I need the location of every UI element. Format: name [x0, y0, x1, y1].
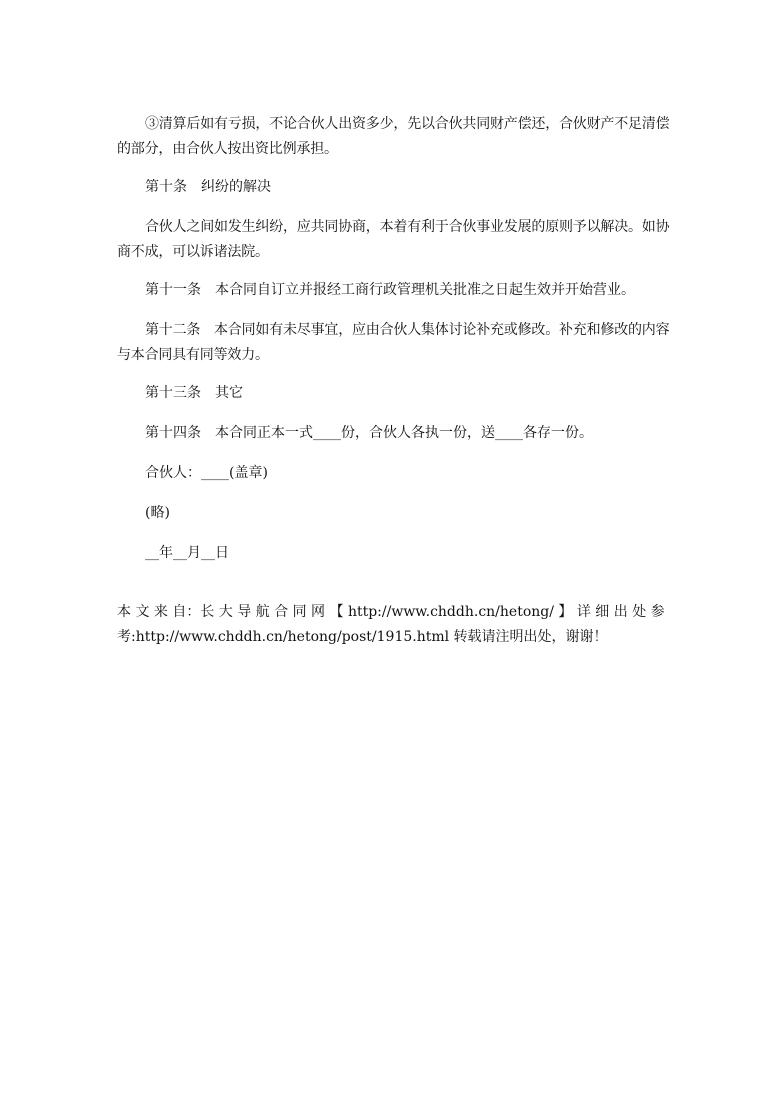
paragraph-liquidation-loss: [117, 112, 670, 162]
article-11-paragraph: [117, 278, 657, 303]
partners-seal-line: [117, 461, 657, 486]
paragraph-text-line: 第十四条 本合同正本一式____份，合伙人各执一份，送____各存一份。: [145, 425, 593, 441]
paragraph-text-line: (略): [145, 505, 170, 521]
source-footer-line-2: 考:http://www.chddh.cn/hetong/post/1915.html 转载请注明出处，谢谢！: [117, 629, 608, 645]
paragraph-text-line: 的部分，由合伙人按出资比例承担。: [117, 141, 338, 157]
omitted-note: [117, 501, 657, 526]
heading-text: 第十三条 其它: [145, 385, 243, 401]
paragraph-text-line: 合伙人：____(盖章): [145, 465, 268, 481]
article-10-heading: [117, 175, 657, 200]
source-footer-line-1: 本 文 来 自：长 大 导 航 合 同 网 【 http://www.chddh.cn/hetong/ 】 详 细 出 处 参: [117, 604, 665, 620]
paragraph-text-line: ③清算后如有亏损，不论合伙人出资多少，先以合伙共同财产偿还，合伙财产不足清偿: [145, 116, 670, 132]
paragraph-text-line: 与本合同具有同等效力。: [117, 347, 269, 363]
paragraph-text-line: 第十二条 本合同如有未尽事宜，应由合伙人集体讨论补充或修改。补充和修改的内容: [145, 322, 670, 338]
article-12-paragraph: [117, 318, 670, 368]
paragraph-text-line: 第十一条 本合同自订立并报经工商行政管理机关批准之日起生效并开始营业。: [145, 282, 635, 298]
paragraph-text-line: 合伙人之间如发生纠纷，应共同协商，本着有利于合伙事业发展的原则予以解决。如协: [145, 219, 670, 235]
heading-text: 第十条 纠纷的解决: [145, 179, 271, 195]
date-line: [117, 541, 657, 566]
paragraph-text-line: 商不成，可以诉诸法院。: [117, 244, 269, 260]
article-13-heading: [117, 381, 657, 406]
paragraph-dispute-resolution: [117, 215, 670, 265]
paragraph-text-line: __年__月__日: [145, 545, 229, 561]
article-14-paragraph: [117, 421, 657, 446]
